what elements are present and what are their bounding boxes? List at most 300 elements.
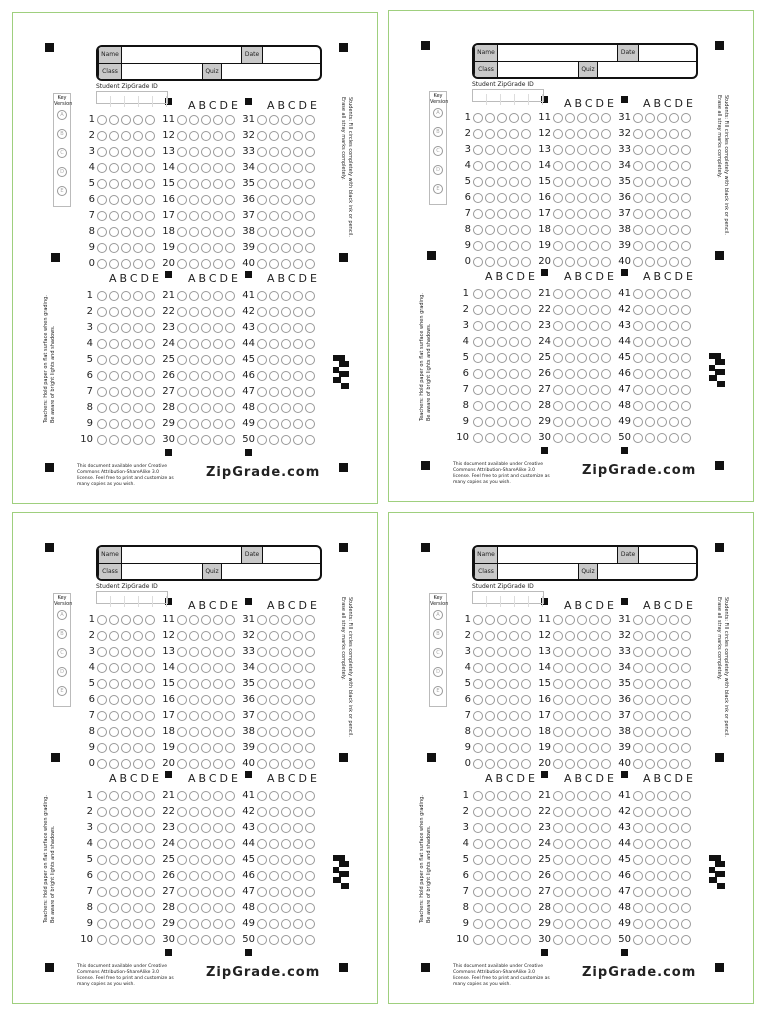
answer-bubble-b[interactable] — [269, 403, 279, 413]
answer-bubble-d[interactable] — [669, 177, 679, 187]
answer-bubble-d[interactable] — [669, 759, 679, 769]
answer-bubble-b[interactable] — [269, 727, 279, 737]
answer-bubble-a[interactable] — [633, 209, 643, 219]
answer-bubble-b[interactable] — [269, 115, 279, 125]
id-digit-box[interactable] — [529, 94, 543, 105]
date-field[interactable] — [639, 547, 696, 563]
answer-bubble-e[interactable] — [305, 823, 315, 833]
answer-bubble-d[interactable] — [669, 887, 679, 897]
id-digit-box[interactable] — [473, 94, 487, 105]
answer-bubble-d[interactable] — [669, 935, 679, 945]
answer-bubble-b[interactable] — [645, 887, 655, 897]
answer-bubble-e[interactable] — [681, 839, 691, 849]
date-field[interactable] — [639, 45, 696, 61]
id-digit-box[interactable] — [111, 96, 125, 107]
answer-bubble-a[interactable] — [633, 337, 643, 347]
answer-bubble-d[interactable] — [669, 695, 679, 705]
answer-bubble-b[interactable] — [269, 259, 279, 269]
answer-bubble-e[interactable] — [305, 903, 315, 913]
answer-bubble-e[interactable] — [305, 935, 315, 945]
answer-bubble-d[interactable] — [293, 163, 303, 173]
answer-bubble-c[interactable] — [281, 887, 291, 897]
answer-bubble-c[interactable] — [657, 743, 667, 753]
key-version-bubble-b[interactable]: B — [57, 629, 67, 639]
answer-bubble-c[interactable] — [281, 163, 291, 173]
answer-bubble-e[interactable] — [305, 871, 315, 881]
answer-bubble-a[interactable] — [633, 679, 643, 689]
answer-bubble-b[interactable] — [645, 225, 655, 235]
answer-bubble-d[interactable] — [669, 791, 679, 801]
answer-bubble-c[interactable] — [657, 727, 667, 737]
key-version-bubble-e[interactable]: E — [433, 686, 443, 696]
class-field[interactable] — [122, 564, 202, 580]
id-digit-box[interactable] — [111, 596, 125, 607]
answer-bubble-c[interactable] — [281, 339, 291, 349]
class-field[interactable] — [498, 564, 578, 580]
answer-bubble-c[interactable] — [657, 839, 667, 849]
answer-bubble-d[interactable] — [293, 743, 303, 753]
answer-bubble-e[interactable] — [305, 163, 315, 173]
answer-bubble-e[interactable] — [681, 385, 691, 395]
answer-bubble-c[interactable] — [281, 403, 291, 413]
answer-bubble-c[interactable] — [281, 727, 291, 737]
answer-bubble-b[interactable] — [645, 759, 655, 769]
answer-bubble-a[interactable] — [633, 823, 643, 833]
answer-bubble-e[interactable] — [681, 743, 691, 753]
id-digit-box[interactable] — [153, 596, 167, 607]
answer-bubble-e[interactable] — [681, 353, 691, 363]
answer-bubble-c[interactable] — [281, 291, 291, 301]
answer-bubble-a[interactable] — [257, 743, 267, 753]
answer-bubble-e[interactable] — [681, 615, 691, 625]
answer-bubble-d[interactable] — [669, 145, 679, 155]
answer-bubble-b[interactable] — [645, 353, 655, 363]
answer-bubble-d[interactable] — [293, 679, 303, 689]
answer-bubble-c[interactable] — [657, 113, 667, 123]
answer-bubble-c[interactable] — [281, 307, 291, 317]
answer-bubble-d[interactable] — [293, 115, 303, 125]
answer-bubble-d[interactable] — [293, 727, 303, 737]
answer-bubble-b[interactable] — [645, 919, 655, 929]
answer-bubble-c[interactable] — [657, 871, 667, 881]
id-digit-box[interactable] — [139, 96, 153, 107]
answer-bubble-e[interactable] — [305, 147, 315, 157]
key-version-bubble-a[interactable]: A — [433, 610, 443, 620]
date-field[interactable] — [263, 547, 320, 563]
answer-bubble-e[interactable] — [305, 131, 315, 141]
answer-bubble-b[interactable] — [645, 631, 655, 641]
answer-bubble-c[interactable] — [281, 903, 291, 913]
answer-bubble-e[interactable] — [305, 179, 315, 189]
answer-bubble-d[interactable] — [669, 129, 679, 139]
answer-bubble-c[interactable] — [281, 355, 291, 365]
answer-bubble-e[interactable] — [681, 695, 691, 705]
answer-bubble-b[interactable] — [269, 919, 279, 929]
name-field[interactable] — [498, 547, 618, 563]
answer-bubble-e[interactable] — [305, 339, 315, 349]
answer-bubble-a[interactable] — [257, 435, 267, 445]
answer-bubble-a[interactable] — [633, 839, 643, 849]
answer-bubble-e[interactable] — [305, 631, 315, 641]
answer-bubble-c[interactable] — [281, 211, 291, 221]
answer-bubble-d[interactable] — [293, 179, 303, 189]
answer-bubble-e[interactable] — [681, 855, 691, 865]
answer-bubble-a[interactable] — [633, 663, 643, 673]
answer-bubble-a[interactable] — [633, 935, 643, 945]
answer-bubble-e[interactable] — [681, 807, 691, 817]
answer-bubble-a[interactable] — [633, 241, 643, 251]
answer-bubble-a[interactable] — [257, 935, 267, 945]
answer-bubble-a[interactable] — [633, 855, 643, 865]
name-field[interactable] — [122, 547, 242, 563]
answer-bubble-a[interactable] — [257, 179, 267, 189]
answer-bubble-b[interactable] — [645, 871, 655, 881]
answer-bubble-d[interactable] — [293, 339, 303, 349]
answer-bubble-a[interactable] — [257, 919, 267, 929]
answer-bubble-e[interactable] — [681, 791, 691, 801]
answer-bubble-d[interactable] — [293, 195, 303, 205]
date-field[interactable] — [263, 47, 320, 63]
answer-bubble-c[interactable] — [657, 711, 667, 721]
answer-bubble-e[interactable] — [681, 225, 691, 235]
answer-bubble-a[interactable] — [257, 147, 267, 157]
answer-bubble-e[interactable] — [305, 743, 315, 753]
answer-bubble-e[interactable] — [681, 161, 691, 171]
key-version-bubble-e[interactable]: E — [433, 184, 443, 194]
answer-bubble-d[interactable] — [669, 161, 679, 171]
answer-bubble-b[interactable] — [645, 337, 655, 347]
answer-bubble-e[interactable] — [681, 129, 691, 139]
answer-bubble-c[interactable] — [657, 919, 667, 929]
answer-bubble-c[interactable] — [657, 385, 667, 395]
answer-bubble-a[interactable] — [633, 113, 643, 123]
answer-bubble-a[interactable] — [257, 115, 267, 125]
class-field[interactable] — [122, 64, 202, 80]
answer-bubble-d[interactable] — [293, 227, 303, 237]
key-version-bubble-d[interactable]: D — [433, 667, 443, 677]
answer-bubble-a[interactable] — [633, 433, 643, 443]
id-digit-box[interactable] — [529, 596, 543, 607]
answer-bubble-b[interactable] — [645, 935, 655, 945]
answer-bubble-a[interactable] — [633, 369, 643, 379]
answer-bubble-e[interactable] — [305, 371, 315, 381]
answer-bubble-c[interactable] — [281, 871, 291, 881]
answer-bubble-d[interactable] — [293, 711, 303, 721]
key-version-bubble-d[interactable]: D — [57, 167, 67, 177]
answer-bubble-c[interactable] — [657, 417, 667, 427]
answer-bubble-d[interactable] — [669, 305, 679, 315]
answer-bubble-c[interactable] — [657, 903, 667, 913]
answer-bubble-e[interactable] — [305, 323, 315, 333]
answer-bubble-a[interactable] — [257, 419, 267, 429]
answer-bubble-d[interactable] — [293, 615, 303, 625]
answer-bubble-d[interactable] — [669, 209, 679, 219]
answer-bubble-a[interactable] — [257, 339, 267, 349]
answer-bubble-e[interactable] — [681, 711, 691, 721]
answer-bubble-d[interactable] — [669, 353, 679, 363]
answer-bubble-e[interactable] — [681, 919, 691, 929]
answer-bubble-e[interactable] — [681, 679, 691, 689]
answer-bubble-b[interactable] — [645, 161, 655, 171]
answer-bubble-a[interactable] — [257, 647, 267, 657]
answer-bubble-e[interactable] — [681, 823, 691, 833]
answer-bubble-a[interactable] — [633, 615, 643, 625]
answer-bubble-b[interactable] — [269, 163, 279, 173]
quiz-field[interactable] — [598, 62, 696, 78]
answer-bubble-e[interactable] — [681, 759, 691, 769]
answer-bubble-e[interactable] — [681, 257, 691, 267]
answer-bubble-d[interactable] — [293, 355, 303, 365]
answer-bubble-d[interactable] — [669, 823, 679, 833]
answer-bubble-b[interactable] — [269, 663, 279, 673]
answer-bubble-d[interactable] — [669, 919, 679, 929]
answer-bubble-d[interactable] — [669, 727, 679, 737]
answer-bubble-e[interactable] — [681, 241, 691, 251]
answer-bubble-a[interactable] — [257, 663, 267, 673]
answer-bubble-a[interactable] — [633, 145, 643, 155]
key-version-bubble-c[interactable]: C — [433, 146, 443, 156]
answer-bubble-b[interactable] — [645, 257, 655, 267]
answer-bubble-c[interactable] — [657, 305, 667, 315]
answer-bubble-a[interactable] — [257, 711, 267, 721]
answer-bubble-b[interactable] — [645, 113, 655, 123]
answer-bubble-b[interactable] — [269, 631, 279, 641]
answer-bubble-e[interactable] — [305, 435, 315, 445]
answer-bubble-c[interactable] — [657, 615, 667, 625]
answer-bubble-b[interactable] — [645, 823, 655, 833]
id-digit-box[interactable] — [97, 596, 111, 607]
answer-bubble-e[interactable] — [305, 403, 315, 413]
key-version-bubble-b[interactable]: B — [57, 129, 67, 139]
answer-bubble-e[interactable] — [305, 919, 315, 929]
answer-bubble-e[interactable] — [681, 935, 691, 945]
answer-bubble-b[interactable] — [645, 855, 655, 865]
answer-bubble-d[interactable] — [293, 291, 303, 301]
answer-bubble-c[interactable] — [281, 663, 291, 673]
answer-bubble-b[interactable] — [645, 321, 655, 331]
key-version-bubble-a[interactable]: A — [57, 110, 67, 120]
answer-bubble-d[interactable] — [669, 743, 679, 753]
answer-bubble-a[interactable] — [633, 791, 643, 801]
answer-bubble-b[interactable] — [645, 401, 655, 411]
answer-bubble-c[interactable] — [657, 935, 667, 945]
answer-bubble-a[interactable] — [257, 323, 267, 333]
answer-bubble-a[interactable] — [257, 387, 267, 397]
answer-bubble-b[interactable] — [269, 759, 279, 769]
answer-bubble-c[interactable] — [281, 227, 291, 237]
answer-bubble-c[interactable] — [657, 631, 667, 641]
answer-bubble-c[interactable] — [281, 935, 291, 945]
id-digit-box[interactable] — [125, 96, 139, 107]
answer-bubble-e[interactable] — [305, 887, 315, 897]
answer-bubble-b[interactable] — [645, 647, 655, 657]
answer-bubble-d[interactable] — [669, 369, 679, 379]
answer-bubble-c[interactable] — [657, 129, 667, 139]
answer-bubble-e[interactable] — [681, 631, 691, 641]
answer-bubble-e[interactable] — [681, 177, 691, 187]
answer-bubble-c[interactable] — [281, 323, 291, 333]
answer-bubble-b[interactable] — [645, 727, 655, 737]
answer-bubble-e[interactable] — [681, 887, 691, 897]
answer-bubble-b[interactable] — [645, 369, 655, 379]
answer-bubble-c[interactable] — [281, 679, 291, 689]
answer-bubble-d[interactable] — [293, 759, 303, 769]
answer-bubble-d[interactable] — [293, 259, 303, 269]
answer-bubble-b[interactable] — [269, 339, 279, 349]
answer-bubble-d[interactable] — [669, 903, 679, 913]
answer-bubble-c[interactable] — [281, 259, 291, 269]
answer-bubble-a[interactable] — [257, 355, 267, 365]
answer-bubble-c[interactable] — [657, 401, 667, 411]
answer-bubble-d[interactable] — [293, 919, 303, 929]
answer-bubble-a[interactable] — [257, 903, 267, 913]
answer-bubble-d[interactable] — [293, 695, 303, 705]
answer-bubble-b[interactable] — [269, 371, 279, 381]
answer-bubble-a[interactable] — [257, 307, 267, 317]
answer-bubble-b[interactable] — [269, 291, 279, 301]
answer-bubble-e[interactable] — [681, 417, 691, 427]
answer-bubble-d[interactable] — [669, 871, 679, 881]
answer-bubble-d[interactable] — [669, 321, 679, 331]
answer-bubble-e[interactable] — [305, 855, 315, 865]
answer-bubble-c[interactable] — [281, 419, 291, 429]
answer-bubble-a[interactable] — [257, 403, 267, 413]
answer-bubble-a[interactable] — [633, 401, 643, 411]
answer-bubble-e[interactable] — [305, 195, 315, 205]
answer-bubble-b[interactable] — [269, 419, 279, 429]
answer-bubble-d[interactable] — [293, 243, 303, 253]
answer-bubble-a[interactable] — [633, 193, 643, 203]
answer-bubble-d[interactable] — [669, 113, 679, 123]
answer-bubble-d[interactable] — [293, 211, 303, 221]
answer-bubble-b[interactable] — [269, 855, 279, 865]
answer-bubble-c[interactable] — [657, 321, 667, 331]
answer-bubble-e[interactable] — [681, 433, 691, 443]
answer-bubble-e[interactable] — [681, 903, 691, 913]
answer-bubble-d[interactable] — [293, 647, 303, 657]
key-version-bubble-b[interactable]: B — [433, 127, 443, 137]
answer-bubble-d[interactable] — [669, 631, 679, 641]
answer-bubble-b[interactable] — [269, 695, 279, 705]
key-version-bubble-e[interactable]: E — [57, 686, 67, 696]
answer-bubble-c[interactable] — [657, 161, 667, 171]
answer-bubble-b[interactable] — [645, 129, 655, 139]
answer-bubble-a[interactable] — [257, 371, 267, 381]
answer-bubble-e[interactable] — [305, 387, 315, 397]
answer-bubble-c[interactable] — [657, 289, 667, 299]
answer-bubble-a[interactable] — [633, 177, 643, 187]
quiz-field[interactable] — [222, 64, 320, 80]
answer-bubble-a[interactable] — [633, 385, 643, 395]
answer-bubble-b[interactable] — [645, 177, 655, 187]
answer-bubble-b[interactable] — [269, 243, 279, 253]
answer-bubble-a[interactable] — [257, 243, 267, 253]
answer-bubble-d[interactable] — [669, 807, 679, 817]
id-digit-box[interactable] — [139, 596, 153, 607]
answer-bubble-b[interactable] — [645, 385, 655, 395]
answer-bubble-a[interactable] — [633, 289, 643, 299]
key-version-bubble-a[interactable]: A — [433, 108, 443, 118]
answer-bubble-d[interactable] — [293, 147, 303, 157]
answer-bubble-d[interactable] — [669, 241, 679, 251]
answer-bubble-a[interactable] — [257, 727, 267, 737]
answer-bubble-b[interactable] — [269, 647, 279, 657]
quiz-field[interactable] — [222, 564, 320, 580]
answer-bubble-e[interactable] — [305, 259, 315, 269]
answer-bubble-b[interactable] — [269, 791, 279, 801]
answer-bubble-b[interactable] — [269, 903, 279, 913]
answer-bubble-a[interactable] — [257, 211, 267, 221]
answer-bubble-e[interactable] — [305, 615, 315, 625]
key-version-bubble-d[interactable]: D — [57, 667, 67, 677]
answer-bubble-b[interactable] — [269, 935, 279, 945]
answer-bubble-e[interactable] — [305, 307, 315, 317]
answer-bubble-e[interactable] — [305, 227, 315, 237]
answer-bubble-c[interactable] — [281, 823, 291, 833]
answer-bubble-d[interactable] — [669, 337, 679, 347]
answer-bubble-a[interactable] — [257, 791, 267, 801]
answer-bubble-e[interactable] — [681, 727, 691, 737]
key-version-bubble-c[interactable]: C — [57, 148, 67, 158]
answer-bubble-e[interactable] — [305, 291, 315, 301]
answer-bubble-e[interactable] — [305, 243, 315, 253]
key-version-bubble-c[interactable]: C — [57, 648, 67, 658]
answer-bubble-a[interactable] — [633, 631, 643, 641]
answer-bubble-b[interactable] — [645, 289, 655, 299]
answer-bubble-c[interactable] — [281, 743, 291, 753]
answer-bubble-c[interactable] — [657, 145, 667, 155]
answer-bubble-a[interactable] — [633, 743, 643, 753]
id-digit-box[interactable] — [125, 596, 139, 607]
id-digit-box[interactable] — [97, 96, 111, 107]
answer-bubble-d[interactable] — [293, 419, 303, 429]
answer-bubble-b[interactable] — [645, 615, 655, 625]
answer-bubble-c[interactable] — [657, 369, 667, 379]
answer-bubble-b[interactable] — [645, 711, 655, 721]
answer-bubble-b[interactable] — [269, 871, 279, 881]
answer-bubble-a[interactable] — [633, 353, 643, 363]
answer-bubble-b[interactable] — [645, 839, 655, 849]
key-version-bubble-c[interactable]: C — [433, 648, 443, 658]
answer-bubble-e[interactable] — [305, 355, 315, 365]
id-digit-box[interactable] — [501, 596, 515, 607]
answer-bubble-e[interactable] — [681, 289, 691, 299]
name-field[interactable] — [498, 45, 618, 61]
answer-bubble-e[interactable] — [305, 679, 315, 689]
answer-bubble-b[interactable] — [269, 147, 279, 157]
answer-bubble-d[interactable] — [669, 855, 679, 865]
student-id-write-boxes[interactable] — [472, 591, 544, 604]
answer-bubble-d[interactable] — [293, 663, 303, 673]
answer-bubble-c[interactable] — [281, 791, 291, 801]
answer-bubble-a[interactable] — [257, 227, 267, 237]
answer-bubble-e[interactable] — [681, 337, 691, 347]
answer-bubble-c[interactable] — [657, 225, 667, 235]
answer-bubble-d[interactable] — [293, 871, 303, 881]
answer-bubble-d[interactable] — [669, 193, 679, 203]
answer-bubble-a[interactable] — [633, 321, 643, 331]
answer-bubble-d[interactable] — [669, 225, 679, 235]
answer-bubble-c[interactable] — [657, 209, 667, 219]
answer-bubble-b[interactable] — [269, 823, 279, 833]
answer-bubble-c[interactable] — [281, 695, 291, 705]
answer-bubble-c[interactable] — [657, 855, 667, 865]
answer-bubble-a[interactable] — [633, 129, 643, 139]
answer-bubble-a[interactable] — [257, 807, 267, 817]
id-digit-box[interactable] — [473, 596, 487, 607]
answer-bubble-d[interactable] — [293, 387, 303, 397]
answer-bubble-d[interactable] — [669, 289, 679, 299]
